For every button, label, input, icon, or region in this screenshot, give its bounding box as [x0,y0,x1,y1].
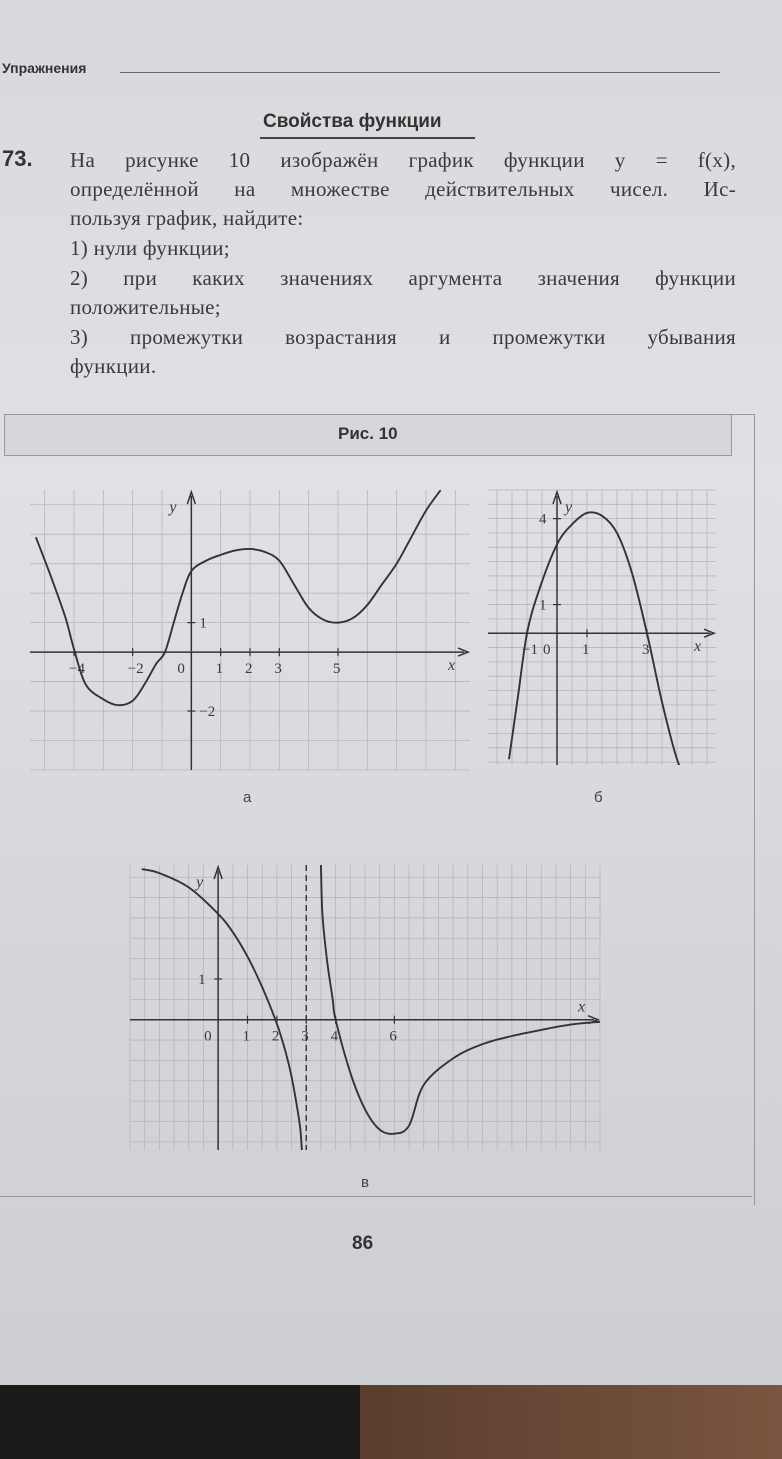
exercise-line: определённой на множестве действительных чисел. Ис- [70,177,736,201]
x-tick-label: 0 [543,642,551,659]
x-tick-label: 3 [642,642,650,659]
y-axis-label: y [565,499,573,516]
x-tick-label: 4 [330,1028,339,1045]
grid [488,490,716,765]
header-rule [120,72,720,73]
x-tick-label: 6 [389,1028,397,1045]
exercise-item: 2) при каких значениях аргумента значения функции [70,266,736,290]
exercise-item: положительные; [70,295,221,319]
page-number: 86 [352,1233,374,1254]
x-tick-label: 2 [245,661,253,678]
exercise-number: 73. [2,146,33,171]
x-axis-label: x [448,657,456,675]
exercise-text [70,146,736,381]
figure-bottom-rule [0,1196,752,1197]
section-header: Упражнения [2,60,87,76]
x-tick-label: 1 [582,642,590,659]
graph-b-label: б [594,789,603,806]
graph-c [130,865,600,1150]
exercise-item: 3) промежутки возрастания и промежутки убывания [70,325,736,349]
x-tick-label: 1 [215,661,224,678]
exercise-item: функции. [70,354,157,378]
exercise-line: На рисунке 10 изображён график функции y = f(x), [70,148,736,172]
y-tick-label: 1 [539,597,547,614]
y-tick-label: 1 [198,972,206,988]
y-tick-label: 4 [539,511,547,528]
graph-b [488,490,716,765]
function-curve [142,869,302,1150]
y-axis-label: y [169,499,177,516]
x-tick-label: −4 [69,661,85,678]
x-axis-label: x [694,638,702,656]
x-tick-label: 5 [333,661,341,678]
x-axis-label: x [578,998,586,1016]
y-axis-label: y [196,874,204,891]
x-tick-label: 0 [204,1028,212,1045]
exercise-item: 1) нули функции; [70,236,230,260]
x-tick-label: 2 [271,1028,280,1045]
x-tick-label: −2 [127,661,144,678]
x-tick-label: 1 [242,1028,250,1045]
x-tick-label: 0 [177,661,185,678]
y-tick-label: 1 [199,615,207,632]
figure-title: Рис. 10 [338,424,398,443]
y-tick-label: −2 [199,704,216,721]
x-tick-label: 3 [301,1028,309,1045]
section-title: Свойства функции [263,111,442,132]
x-tick-label: −1 [522,642,538,659]
exercise-line: пользуя график, найдите: [70,206,304,230]
function-curve [36,490,441,705]
background-surface [360,1385,782,1459]
graph-a-label: а [243,789,252,806]
section-title-underline [260,137,475,139]
grid [30,490,470,770]
graph-a [30,490,470,770]
graph-c-label: в [361,1174,369,1191]
x-tick-label: 3 [274,661,282,678]
